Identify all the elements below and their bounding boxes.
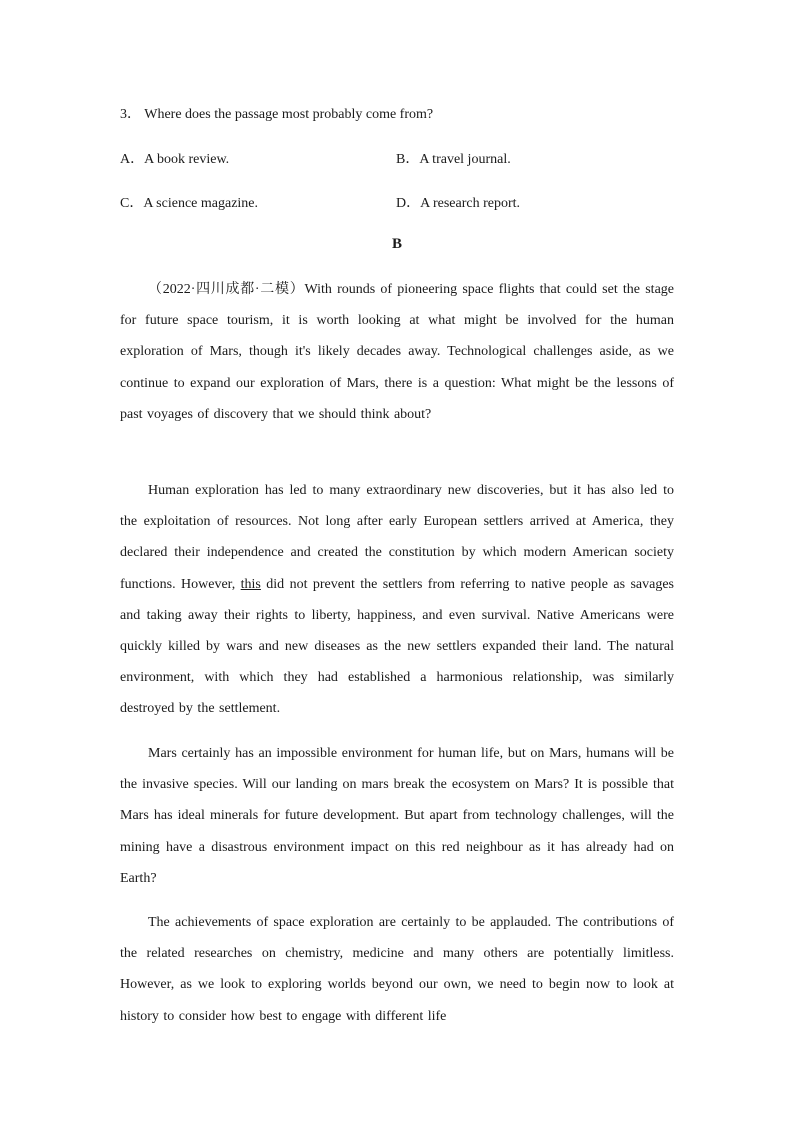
passage-paragraph-2 <box>120 475 674 725</box>
paragraph-text: Human exploration has led to many extraordinary new discoveries, but it has also led to the exploitation of resources. Not long after early European settlers arrived at America, they declared their independence and created the constitution by which modern American society functions. However, <box>120 483 674 592</box>
paragraph-text: With rounds of pioneering space flights that could set the stage for future space tourism, it is worth looking at what might be involved for the human exploration of Mars, though it's likely decades away. Technological challenges aside, as we continue to expand our exploration of Mars, there is a question: What might be the lessons of past voyages of discovery that we should think about? <box>120 282 675 422</box>
paragraph-text: did not prevent the settlers from referring to native people as savages and taking away their rights to liberty, happiness, and even survival. Native Americans were quickly killed by wars and new diseases as the new settlers expanded their land. The natural environment, with which they had established a harmonious relationship, was similarly destroyed by the settlement. <box>120 576 674 717</box>
option-letter: D． <box>396 196 421 211</box>
document-page <box>120 0 674 1123</box>
source-citation: （2022·四川成都·二模） <box>148 282 305 297</box>
question-3 <box>120 103 433 123</box>
passage-paragraph-4: The achievements of space exploration are certainly to be applauded. The contributions of the related researches on chemistry, medicine and many others are potentially limitless. However, as we look to exploring worlds beyond our own, we need to begin now to look at history to consider how best to engage with different life <box>120 915 674 1024</box>
option-c <box>120 192 258 212</box>
section-title: B <box>391 236 402 252</box>
passage-paragraph-1 <box>120 274 674 430</box>
question-number: 3． <box>120 107 141 122</box>
option-b <box>396 148 511 168</box>
option-letter: B． <box>396 152 420 167</box>
passage-paragraph-3: Mars certainly has an impossible environment for human life, but on Mars, humans will be the invasive species. Will our landing on mars break the ecosystem on Mars? It is possible that Mars has ideal minerals for future development. But apart from technology challenges, will the mining have a disastrous environment impact on this red neighbour as it has already had on Earth? <box>120 746 674 886</box>
option-letter: A． <box>120 152 145 167</box>
option-text: A research report. <box>420 196 521 211</box>
option-letter: C． <box>120 196 144 211</box>
underlined-word: this <box>240 576 261 592</box>
option-text: A book review. <box>144 152 230 167</box>
option-text: A science magazine. <box>143 196 259 211</box>
option-text: A travel journal. <box>419 152 511 167</box>
option-d <box>396 192 520 212</box>
question-text: Where does the passage most probably come from? <box>144 107 434 122</box>
option-a <box>120 148 229 168</box>
